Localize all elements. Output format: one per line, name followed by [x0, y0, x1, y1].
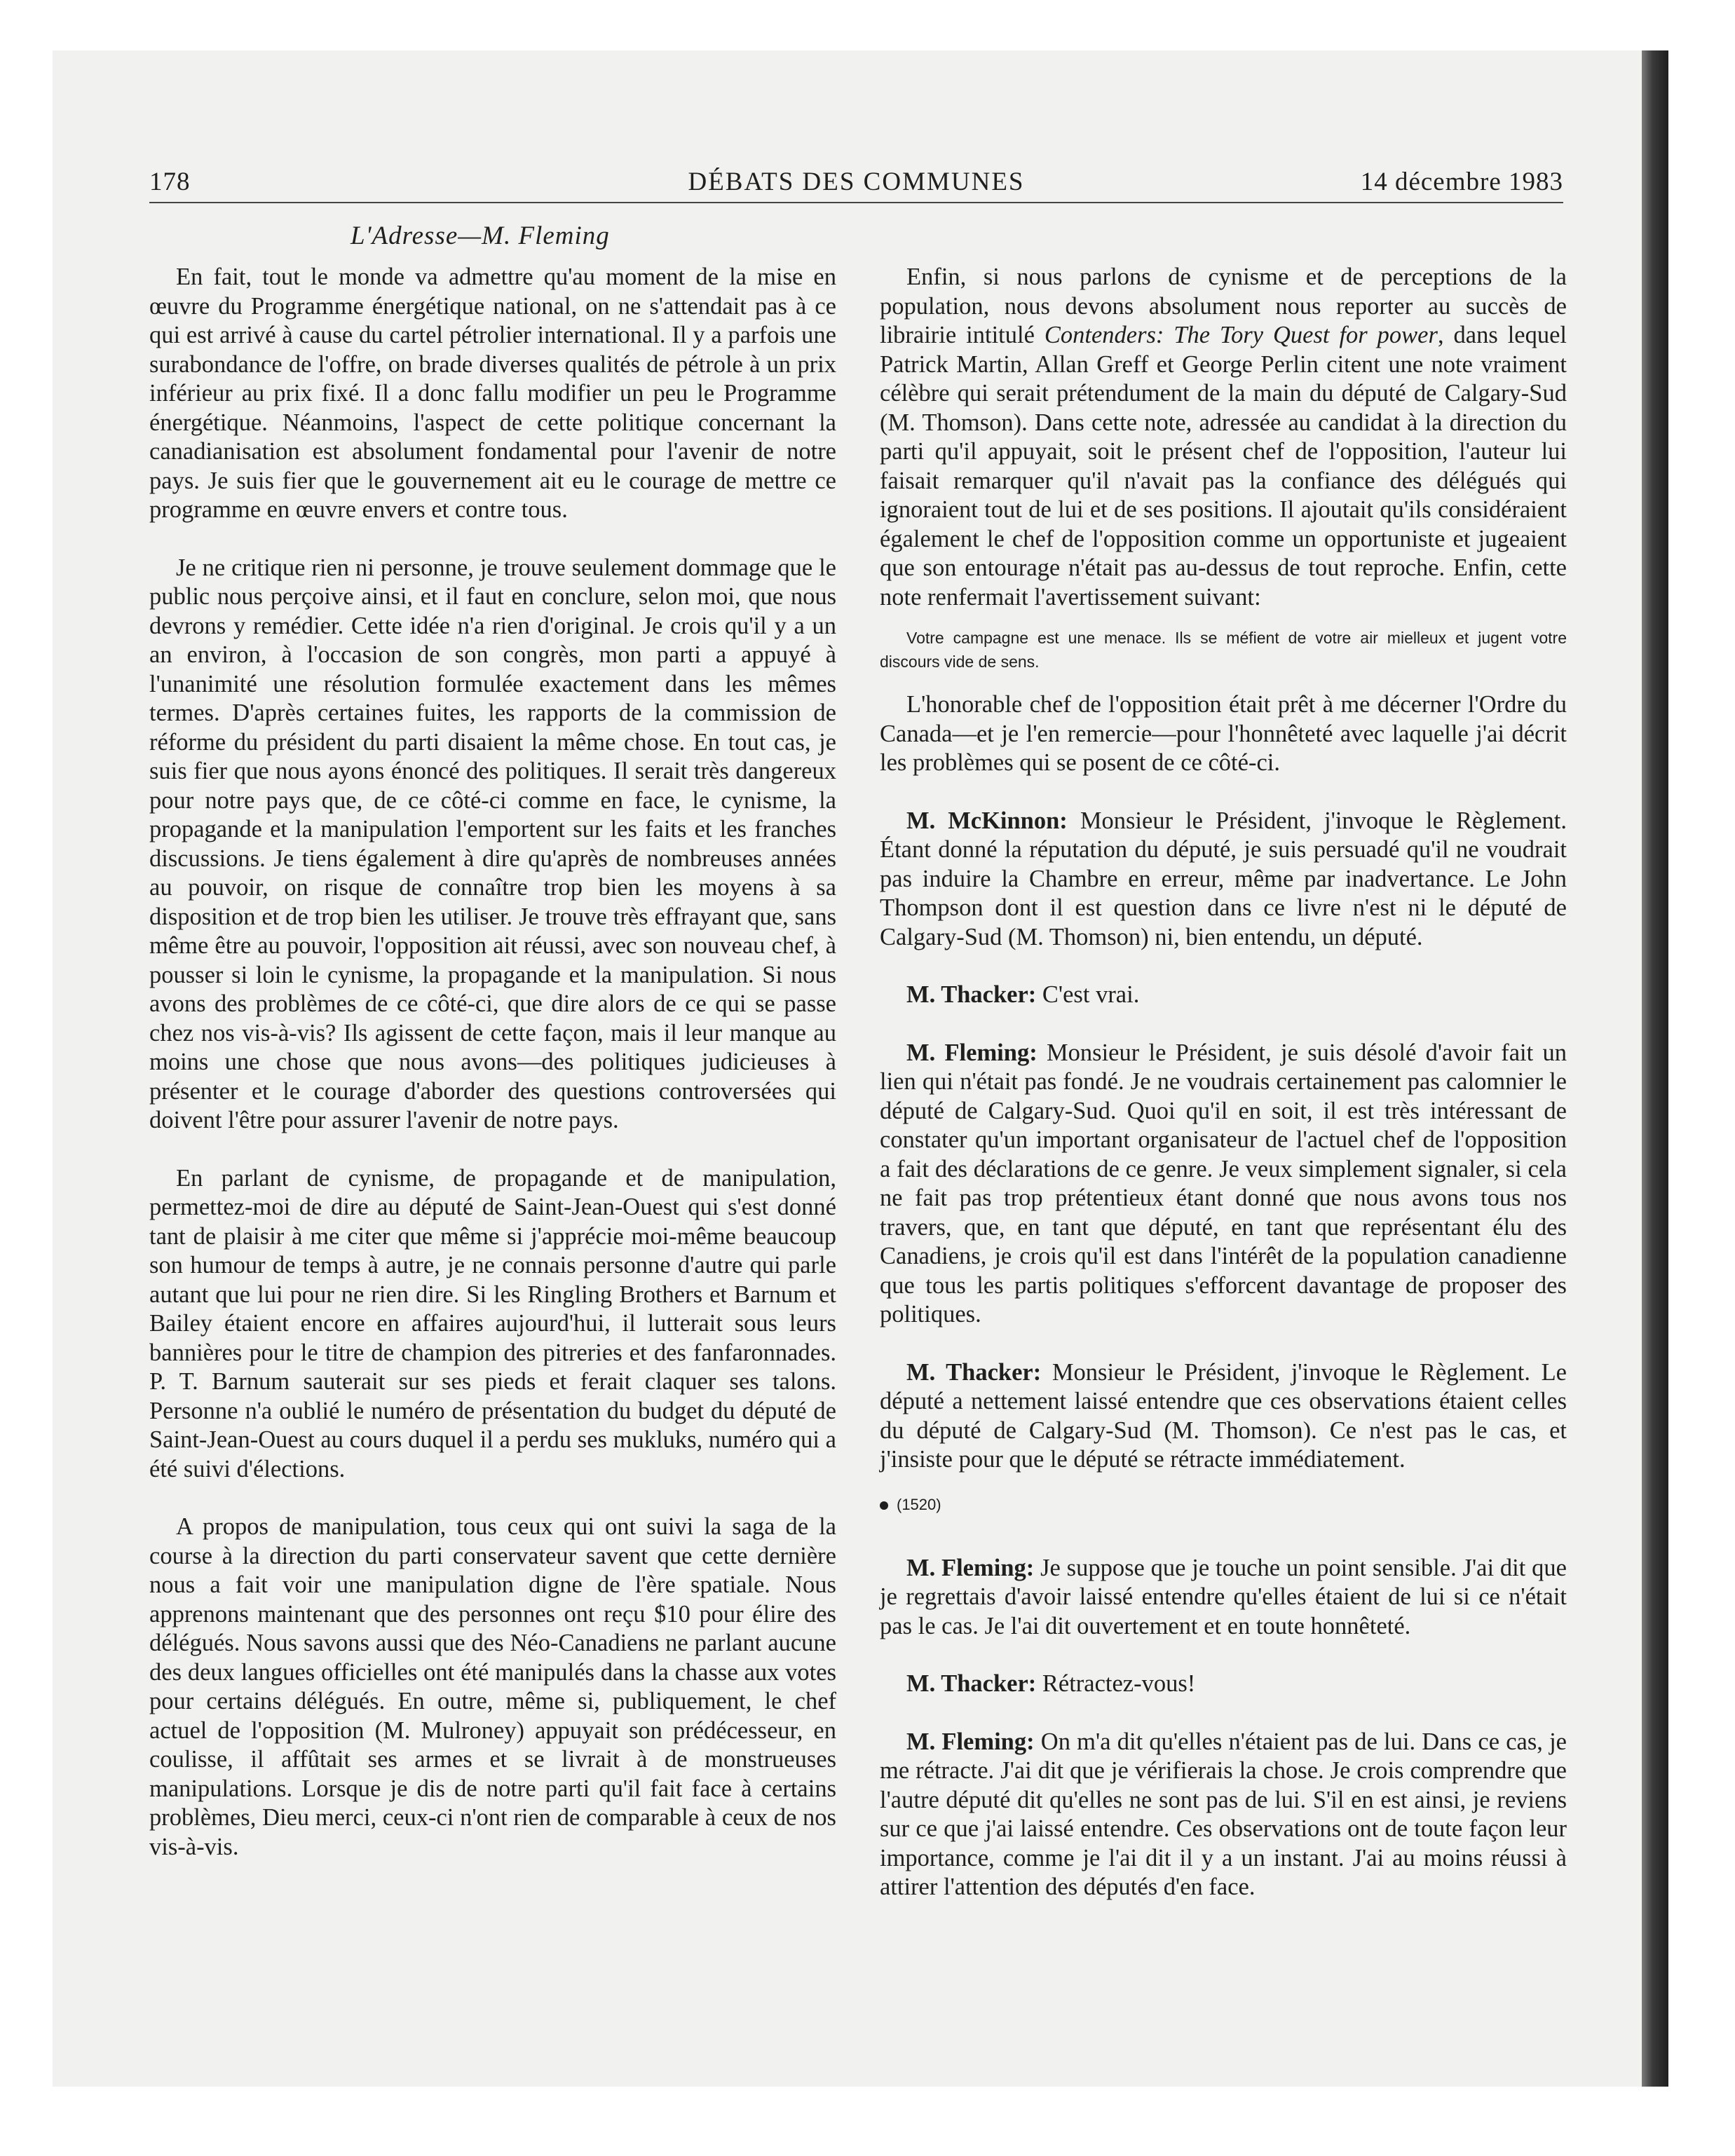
text-run: , dans lequel Patrick Martin, Allan Greff et George Perlin citent une note vraiment célèbre qui serait prétendument de la main du député de Calgary-Sud (M. Thomson). Dans cette note, adressée au candidat à la direction du parti qu'il appuyait, soit le présent chef de l'opposition, l'auteur lui faisait remarquer qu'il n'avait pas la confiance des délégués qui ignoraient tout de lui et de ses positions. Il ajoutait qu'ils considéraient également le chef de l'opposition comme un opportuniste et jugeaient que son entourage n'était pas au-dessus de tout reproche. Enfin, cette note renfermait l'avertissement suivant:	[880, 322, 1567, 610]
speaker-name: M. Thacker:	[906, 981, 1037, 1008]
bullet-dot-icon	[880, 1501, 888, 1510]
speaker-name: M. Fleming:	[906, 1728, 1035, 1755]
paragraph: En fait, tout le monde va admettre qu'au moment de la mise en œuvre du Programme énergétique national, on ne s'attendait pas à ce qui est arrivé à cause du cartel pétrolier international. Il y a parfois une surabondance de l'offre, on brade diverses qualités de pétrole à un prix inférieur au prix fixé. Il a donc fallu modifier un peu le Programme énergétique. Néanmoins, l'aspect de cette politique concernant la canadianisation est absolument fondamental pour l'avenir de notre pays. Je suis fier que le gouvernement ait eu le courage de mettre ce programme en œuvre envers et contre tous.	[149, 264, 836, 523]
paragraph	[880, 263, 1567, 612]
speech-paragraph	[880, 1670, 1567, 1699]
speech-paragraph	[880, 1728, 1567, 1902]
block-quote: Votre campagne est une menace. Ils se méfient de votre air mielleux et jugent votre discours vide de sens.	[880, 629, 1567, 671]
issue-date: 14 décembre 1983	[1360, 168, 1563, 196]
paragraph: Je ne critique rien ni personne, je trouve seulement dommage que le public nous perçoive ainsi, et il faut en conclure, selon moi, que nous devrons y remédier. Cette idée n'a rien d'original. Je crois qu'il y a un an environ, à l'occasion de son congrès, mon parti a appuyé à l'unanimité une résolution formulée exactement dans les mêmes termes. D'après certaines fuites, les rapports de la commission de réforme du président du parti disaient la même chose. En tout cas, je suis fier que nous ayons énoncé des politiques. Il serait très dangereux pour notre pays que, de ce côté-ci comme en face, le cynisme, la propagande et la manipulation l'emportent sur les faits et les franches discussions. Je tiens également à dire qu'après de nombreuses années au pouvoir, on risque de connaître trop bien les moyens à sa disposition et de trop bien les utiliser. Je trouve très effrayant que, sans même être au pouvoir, l'opposition ait réussi, avec son nouveau chef, à pousser si loin le cynisme, la propagande et la manipulation. Si nous avons des problèmes de ce côté-ci, que dire alors de ce qui se passe chez nos vis-à-vis? Ils agissent de cette façon, mais il leur manque au moins une chose que nous avons—des politiques judicieuses à présenter et le courage d'aborder des questions controversées qui doivent l'être pour assurer l'avenir de notre pays.	[149, 554, 836, 1133]
book-title: Contenders: The Tory Quest for power	[1044, 322, 1438, 348]
running-head: L'Adresse—M. Fleming	[351, 221, 610, 250]
journal-title: DÉBATS DES COMMUNES	[688, 168, 1025, 196]
speech-text: Je suppose que je touche un point sensible. J'ai dit que je regrettais d'avoir laissé entendre qu'elles étaient de lui si ce n'était pas le cas. Je l'ai dit ouvertement et en toute honnêteté.	[880, 1554, 1567, 1639]
speaker-name: M. Thacker:	[906, 1670, 1037, 1697]
speech-text: Monsieur le Président, j'invoque le Règlement. Le député a nettement laissé entendre que ces observations étaient celles du député de Calgary-Sud (M. Thomson). Ce n'est pas le cas, et j'insiste pour que le député se rétracte immédiatement.	[880, 1358, 1567, 1473]
speech-text: Rétractez-vous!	[1036, 1670, 1196, 1697]
speech-text: C'est vrai.	[1036, 981, 1140, 1008]
speech-text: Monsieur le Président, je suis désolé d'avoir fait un lien qui n'était pas fondé. Je ne voudrais certainement pas calomnier le député de Calgary-Sud. Quoi qu'il en soit, il est très intéressant de constater qu'un important organisateur de l'actuel chef de l'opposition a fait des déclarations de ce genre. Je veux simplement signaler, si cela ne fait pas trop prétentieux étant donné que nous avons tous nos travers, que, en tant que député, en tant que représentant élu des Canadiens, je crois qu'il est dans l'intérêt de la population canadienne que tous les partis politiques s'efforcent davantage de proposer des politiques.	[880, 1039, 1567, 1328]
time-marker	[880, 1494, 1567, 1515]
page-header	[149, 167, 1563, 203]
time-stamp: (1520)	[897, 1495, 941, 1513]
right-column	[880, 263, 1567, 1931]
speech-paragraph	[880, 1358, 1567, 1475]
speech-paragraph	[880, 807, 1567, 953]
speaker-name: M. Fleming:	[906, 1554, 1035, 1581]
speaker-name: M. Thacker:	[906, 1358, 1042, 1386]
speech-paragraph	[880, 1554, 1567, 1642]
paragraph: En parlant de cynisme, de propagande et de manipulation, permettez-moi de dire au député de Saint-Jean-Ouest qui s'est donné tant de plaisir à me citer que même si j'apprécie moi-même beaucoup son humour de temps à autre, je ne connais personne d'autre qui parle autant que lui pour ne rien dire. Si les Ringling Brothers et Barnum et Bailey étaient encore en affaires aujourd'hui, il lutterait sous leurs bannières pour le titre de champion des pitreries et des fanfaronnades. P. T. Barnum sauterait sur ses pieds et ferait claquer ses talons. Personne n'a oublié le numéro de présentation du budget du député de Saint-Jean-Ouest au cours duquel il a perdu ses mukluks, numéro qui a été suivi d'élections.	[149, 1164, 836, 1482]
paragraph: L'honorable chef de l'opposition était prêt à me décerner l'Ordre du Canada—et je l'en remercie—pour l'honnêteté avec laquelle j'ai décrit les problèmes qui se posent de ce côté-ci.	[880, 691, 1567, 776]
speech-text: Monsieur le Président, j'invoque le Règlement. Étant donné la réputation du député, je suis persuadé qu'il ne voudrait pas induire la Chambre en erreur, même par inadvertance. Le John Thompson dont il est question dans ce livre n'est ni le député de Calgary-Sud (M. Thomson) ni, bien entendu, un député.	[880, 807, 1567, 950]
speech-text: On m'a dit qu'elles n'étaient pas de lui. Dans ce cas, je me rétracte. J'ai dit que je vérifierais la chose. Je crois comprendre que l'autre député dit qu'elles ne sont pas de lui. S'il en est ainsi, je reviens sur ce que j'ai laissé entendre. Ces observations ont de toute façon leur importance, comme je l'ai dit il y a un instant. J'ai au moins réussi à attirer l'attention des députés d'en face.	[880, 1728, 1567, 1900]
left-column	[149, 263, 836, 1890]
paragraph: A propos de manipulation, tous ceux qui ont suivi la saga de la course à la direction du parti conservateur savent que cette dernière nous a fait voir une manipulation digne de l'ère spatiale. Nous apprenons maintenant que des personnes ont reçu $10 pour élire des délégués. Nous savons aussi que des Néo-Canadiens ne parlant aucune des deux langues officielles ont été manipulés dans la chasse aux votes pour certains délégués. En outre, même si, publiquement, le chef actuel de l'opposition (M. Mulroney) appuyait son prédécesseur, en coulisse, il affûtait ses armes et se livrait à de monstrueuses manipulations. Lorsque je dis de notre parti qu'il fait face à certains problèmes, Dieu merci, ceux-ci n'ont rien de comparable à ceux de nos vis-à-vis.	[149, 1513, 836, 1860]
speech-paragraph	[880, 1039, 1567, 1330]
speaker-name: M. McKinnon:	[906, 807, 1068, 834]
text-run: Enfin, si nous parlons de cynisme et de perceptions de la population, nous devons absolument nous reporter au succès de librairie intitulé	[880, 264, 1567, 348]
page-number: 178	[149, 168, 191, 196]
page-edge-shadow	[1642, 50, 1668, 2087]
speaker-name: M. Fleming:	[906, 1039, 1037, 1066]
speech-paragraph	[880, 981, 1567, 1010]
